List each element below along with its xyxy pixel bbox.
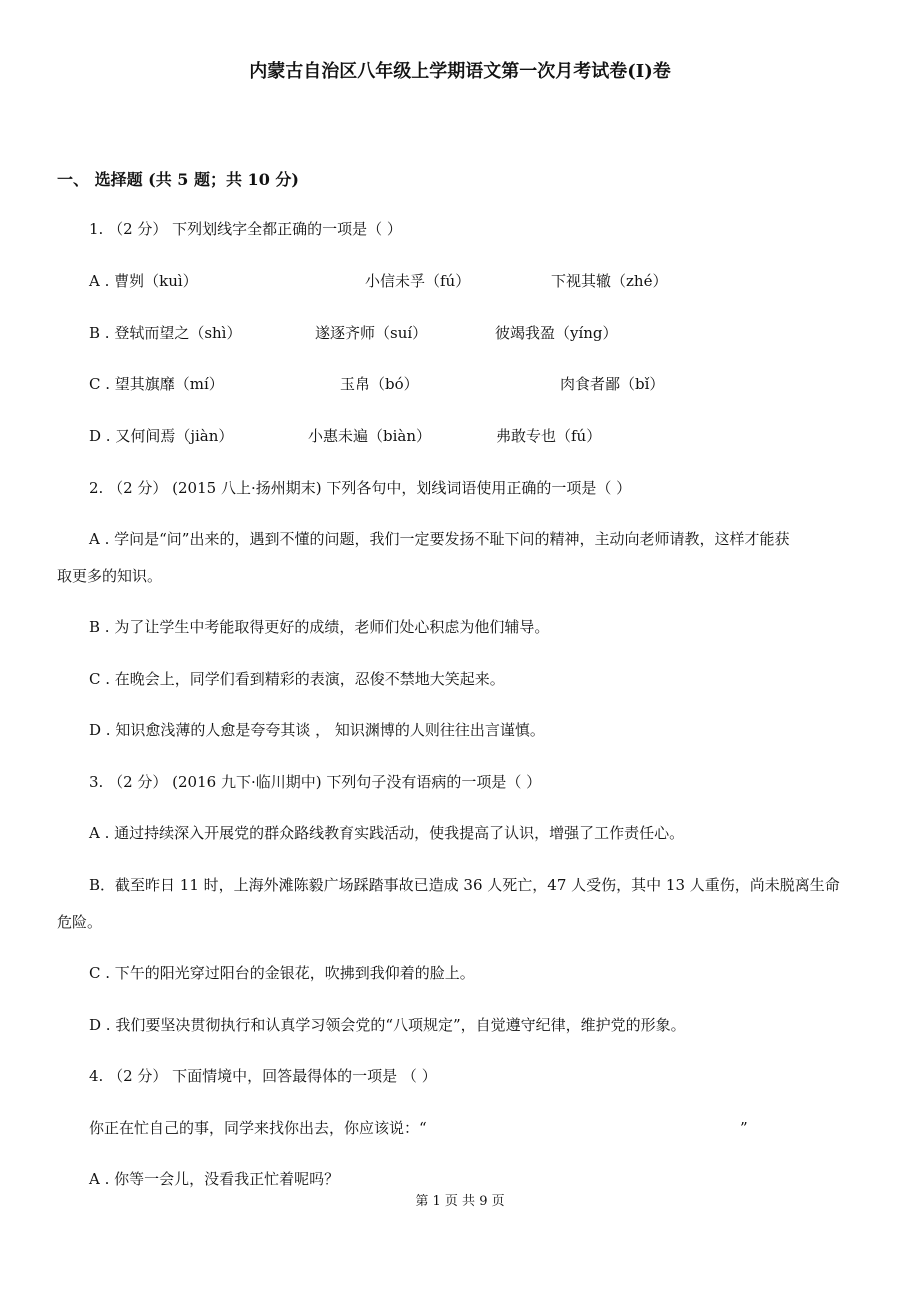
q2-option-a-line1: A . 学问是“问”出来的，遇到不懂的问题，我们一定要发扬不耻下问的精神，主动向老师请教，这样才能获 [89,530,790,548]
q1-option-c-3: 肉食者鄙（bǐ） [560,375,665,393]
q1-option-d-2: 小惠未遍（biàn） [308,427,432,445]
q1-option-b-1: B . 登轼而望之（shì） [89,324,242,342]
q3-option-b-line2: 危险。 [57,913,103,931]
page-footer: 第 1 页 共 9 页 [415,1194,505,1209]
q1-option-d-1: D . 又何间焉（jiàn） [89,427,234,445]
page-title: 内蒙古自治区八年级上学期语文第一次月考试卷(I)卷 [249,61,671,82]
q1-option-d-3: 弗敢专也（fú） [496,427,602,445]
question-4-stem: 4. （2 分） 下面情境中，回答最得体的一项是 （ ） [89,1067,437,1085]
q4-context: 你正在忙自己的事，同学来找你出去，你应该说：“ [89,1119,427,1137]
q1-option-c-1: C . 望其旗靡（mí） [89,375,224,393]
q2-option-d: D . 知识愈浅薄的人愈是夸夸其谈 ， 知识渊博的人则往往出言谨慎。 [89,721,545,739]
q3-option-b-line1: B．截至昨日 11 时，上海外滩陈毅广场踩踏事故已造成 36 人死亡，47 人受伤，其中 13 人重伤，尚未脱离生命 [89,876,840,894]
q3-option-c: C . 下午的阳光穿过阳台的金银花，吹拂到我仰着的脸上。 [89,964,475,982]
q1-option-b-3: 彼竭我盈（yíng） [495,324,618,342]
q3-option-d: D . 我们要坚决贯彻执行和认真学习领会党的“八项规定”，自觉遵守纪律，维护党的形象。 [89,1016,686,1034]
q1-option-b-2: 遂逐齐师（suí） [315,324,428,342]
q1-option-a-3: 下视其辙（zhé） [551,272,668,290]
q4-option-a: A . 你等一会儿，没看我正忙着呢吗？ [89,1170,340,1188]
q4-context-close-quote: ” [740,1119,748,1137]
question-1-stem: 1. （2 分） 下列划线字全都正确的一项是（ ） [89,220,402,238]
q1-option-a-2: 小信未孚（fú） [365,272,471,290]
q1-option-c-2: 玉帛（bó） [340,375,419,393]
q2-option-b: B . 为了让学生中考能取得更好的成绩，老师们处心积虑为他们辅导。 [89,618,550,636]
question-3-stem: 3. （2 分） (2016 九下·临川期中) 下列句子没有语病的一项是（ ） [89,773,542,791]
section-heading: 一、 选择题 (共 5 题；共 10 分) [57,170,299,189]
q3-option-a: A . 通过持续深入开展党的群众路线教育实践活动，使我提高了认识，增强了工作责任心。 [89,824,685,842]
q1-option-a-1: A . 曹刿（kuì） [89,272,198,290]
q2-option-c: C . 在晚会上，同学们看到精彩的表演，忍俊不禁地大笑起来。 [89,670,505,688]
question-2-stem: 2. （2 分） (2015 八上·扬州期末) 下列各句中，划线词语使用正确的一项是（ ） [89,479,632,497]
q2-option-a-line2: 取更多的知识。 [57,567,163,585]
